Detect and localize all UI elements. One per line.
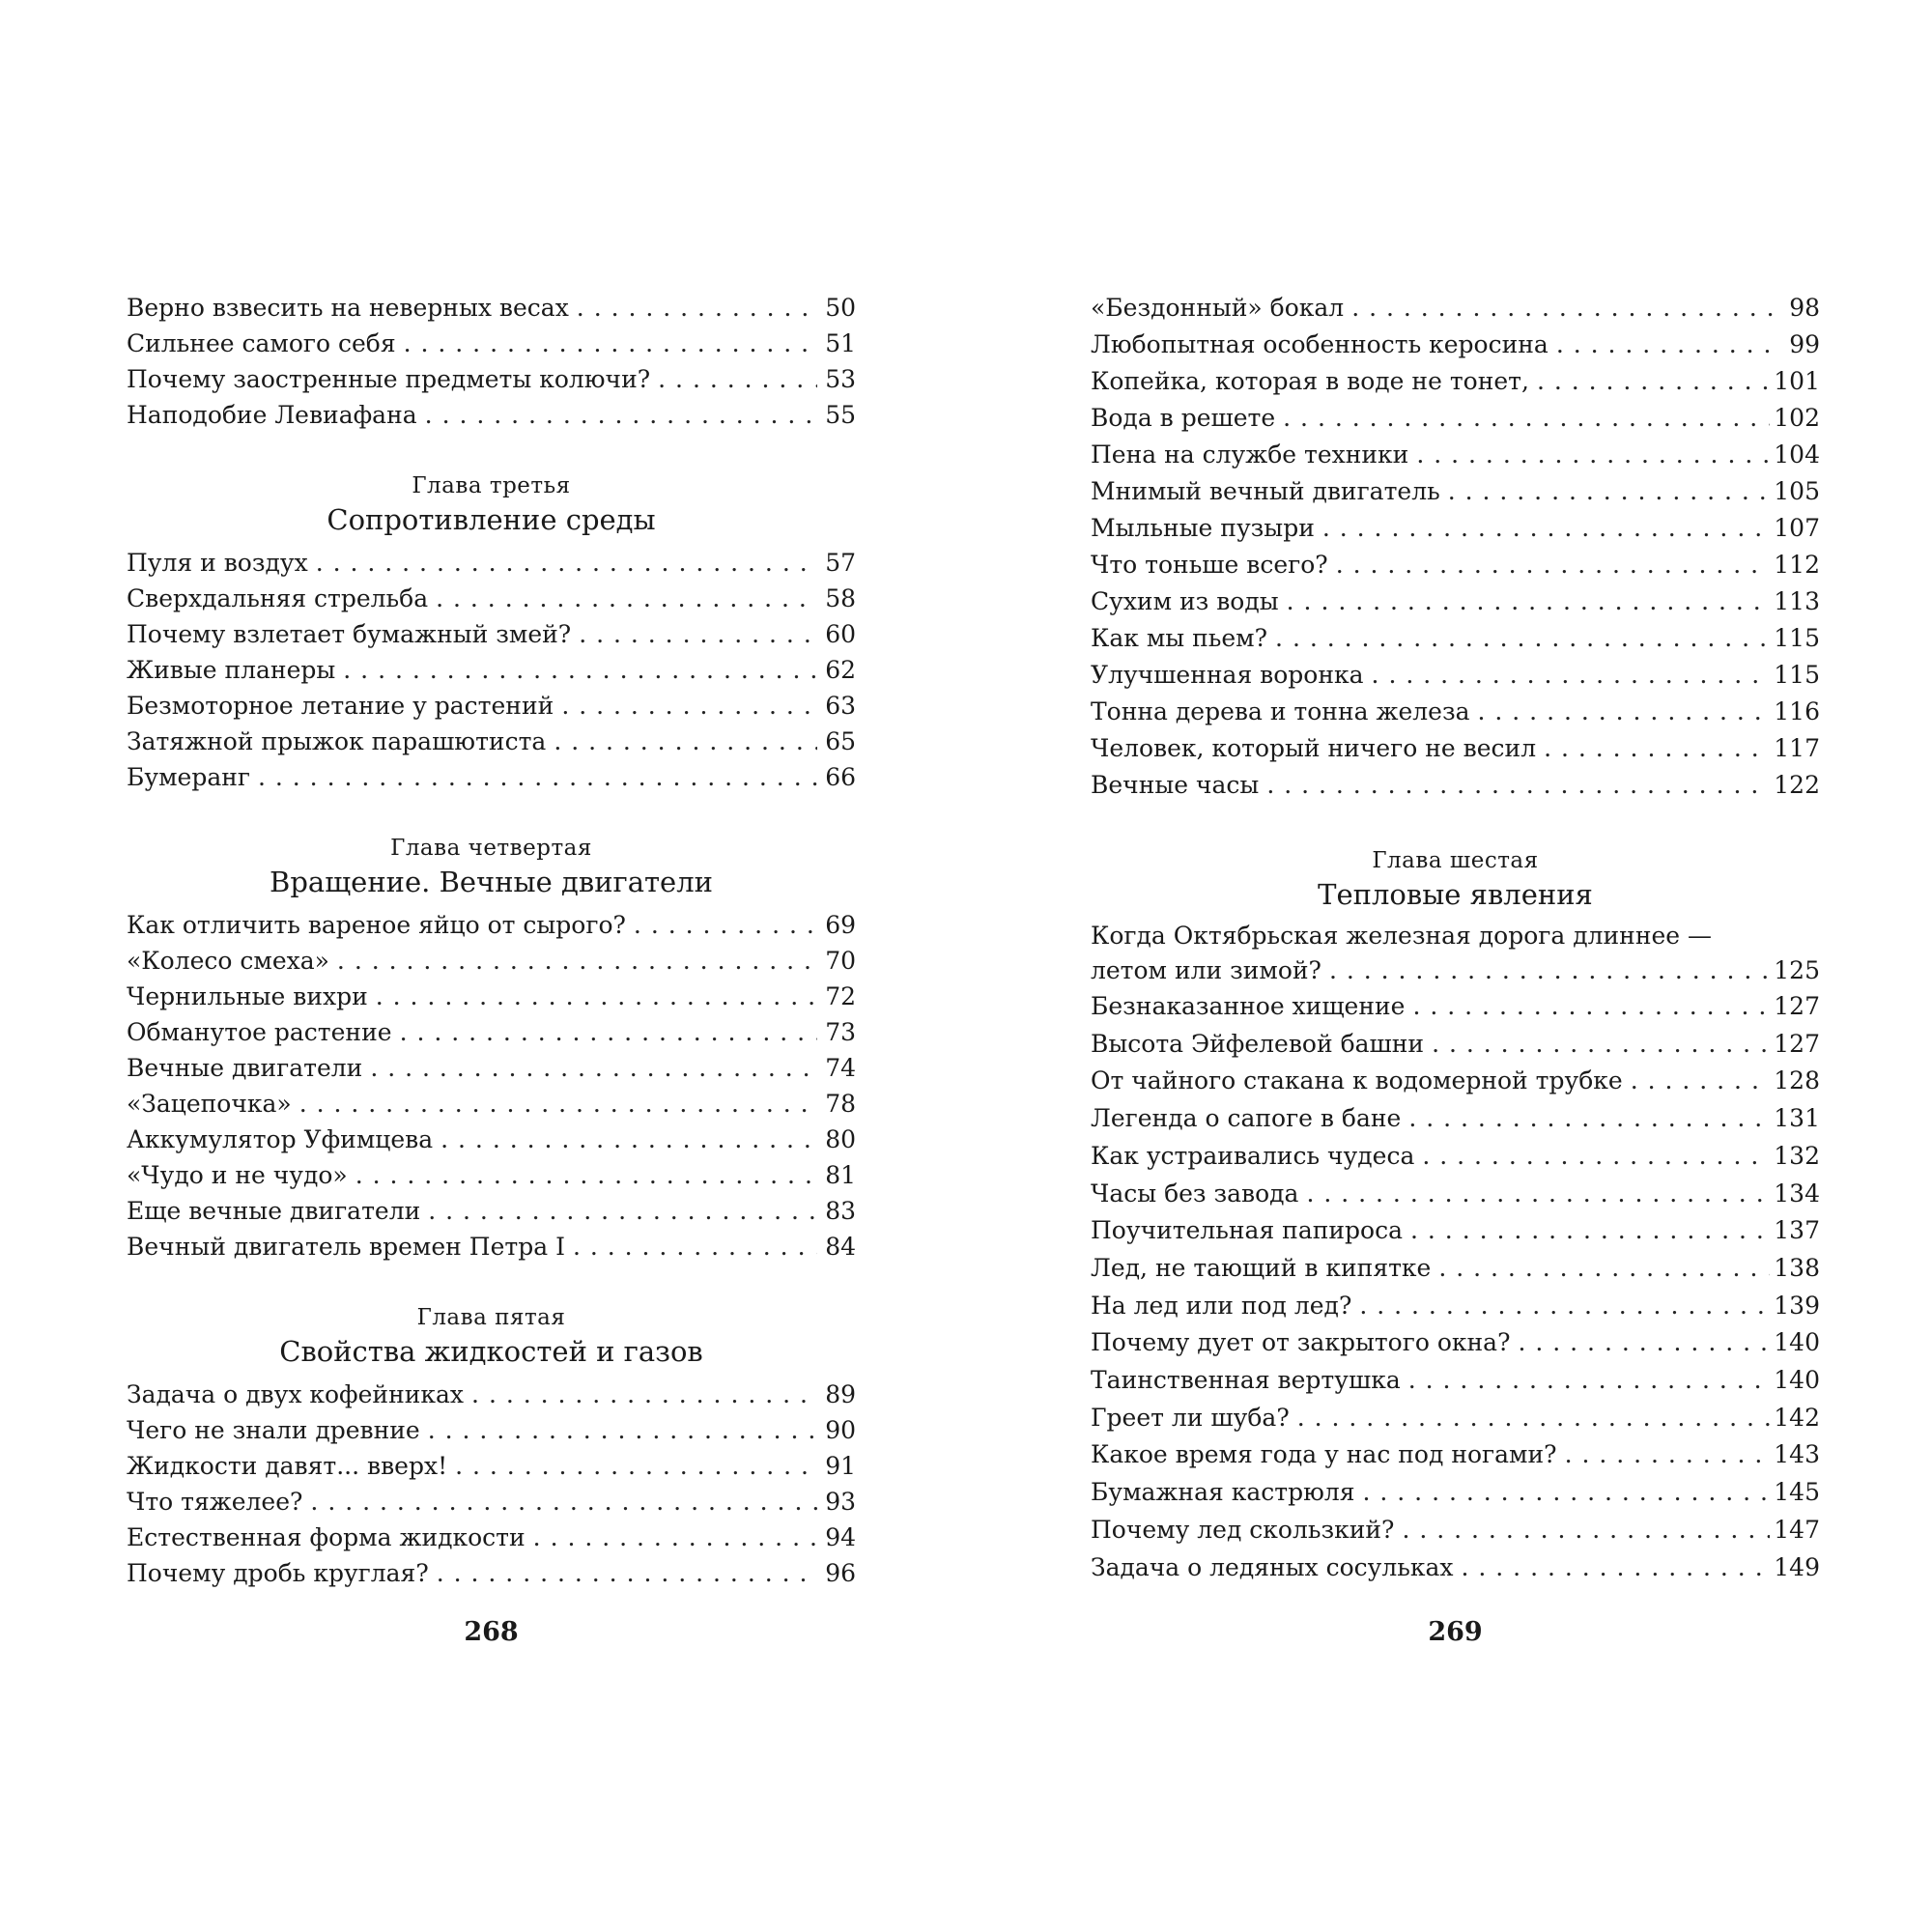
toc-entry[interactable] <box>1091 583 1820 620</box>
toc-entry-title: Вечный двигатель времен Петра I <box>127 1233 565 1261</box>
dot-leader <box>658 361 817 397</box>
toc-entry[interactable] <box>1091 1549 1820 1587</box>
toc-entry-page: 128 <box>1774 1066 1820 1095</box>
chapter-label: Глава третья <box>412 473 571 498</box>
toc-entry-page: 113 <box>1774 587 1820 615</box>
chapter-title: Сопротивление среды <box>327 503 656 536</box>
toc-entry-page: 73 <box>825 1018 856 1046</box>
toc-entry-title: Аккумулятор Уфимцева <box>127 1125 434 1153</box>
toc-entry-title: Безмоторное летание у растений <box>127 692 554 720</box>
toc-entry-page: 69 <box>825 911 856 939</box>
toc-entry[interactable] <box>127 290 856 326</box>
toc-entry-page: 101 <box>1774 367 1820 395</box>
dot-leader <box>1565 1436 1771 1474</box>
toc-entry-title-line1: Когда Октябрьская железная дорога длиннее — <box>1091 922 1713 950</box>
toc-entry-page: 105 <box>1774 477 1820 505</box>
toc-entry[interactable] <box>1091 1138 1820 1176</box>
toc-entry-page: 96 <box>825 1559 856 1587</box>
toc-entry-title: Почему взлетает бумажный змей? <box>127 620 572 648</box>
toc-entry-title: Часы без завода <box>1091 1179 1299 1208</box>
toc-entry[interactable] <box>1091 1063 1820 1100</box>
dot-leader <box>1275 620 1770 657</box>
toc-entry-page: 51 <box>825 329 856 357</box>
dot-leader <box>1631 1063 1771 1100</box>
toc-entry[interactable] <box>127 1086 856 1122</box>
dot-leader <box>455 1448 817 1484</box>
dot-leader <box>428 1193 817 1229</box>
toc-entry-title: «Зацепочка» <box>127 1090 292 1118</box>
dot-leader <box>437 1555 817 1591</box>
dot-leader <box>428 1412 817 1448</box>
dot-leader <box>1363 1474 1771 1512</box>
chapter-title: Вращение. Вечные двигатели <box>270 866 713 898</box>
toc-entry-title: Как устраивались чудеса <box>1091 1141 1415 1170</box>
toc-entry[interactable] <box>1091 1176 1820 1213</box>
toc-entry-page: 115 <box>1774 661 1820 689</box>
dot-leader <box>1438 1250 1770 1288</box>
toc-entry[interactable] <box>1091 1288 1820 1325</box>
toc-entry-page: 145 <box>1774 1478 1820 1507</box>
toc-entry-page: 53 <box>825 365 856 393</box>
toc-entry-page: 117 <box>1774 734 1820 762</box>
dot-leader <box>337 943 817 979</box>
toc-entry-title: Наподобие Левиафана <box>127 401 417 429</box>
toc-entry-page: 78 <box>825 1090 856 1118</box>
toc-entry[interactable] <box>1091 988 1820 1026</box>
chapter-heading-6 <box>1091 846 1820 914</box>
toc-entry-page: 81 <box>825 1161 856 1189</box>
toc-entry[interactable] <box>127 1377 856 1412</box>
dot-leader <box>579 616 817 652</box>
dot-leader <box>1518 1324 1770 1362</box>
toc-entry-title-line2: летом или зимой? <box>1091 956 1321 984</box>
dot-leader <box>440 1122 817 1157</box>
dot-leader <box>404 326 817 361</box>
toc-entry[interactable] <box>127 759 856 795</box>
toc-entry-title: Пуля и воздух <box>127 549 308 577</box>
toc-entry-title: Пена на службе техники <box>1091 440 1409 469</box>
toc-entry-title: Задача о ледяных сосульках <box>1091 1552 1454 1581</box>
toc-entry[interactable] <box>127 1520 856 1555</box>
toc-entry[interactable] <box>127 1412 856 1448</box>
toc-entry-title: Копейка, которая в воде не тонет, <box>1091 367 1529 395</box>
toc-entry[interactable] <box>1091 657 1820 694</box>
toc-entry-title: Чернильные вихри <box>127 982 368 1010</box>
toc-entry-title: Почему лед скользкий? <box>1091 1515 1395 1544</box>
chapter-title: Свойства жидкостей и газов <box>279 1335 703 1368</box>
toc-entry-title: Затяжной прыжок парашютиста <box>127 727 547 755</box>
toc-entry-title: Таинственная вертушка <box>1091 1366 1401 1395</box>
dot-leader <box>1410 1212 1770 1250</box>
toc-entry-page: 104 <box>1774 440 1820 469</box>
chapter-heading-3 <box>127 471 856 539</box>
chapter-title: Тепловые явления <box>1318 878 1593 911</box>
toc-entry[interactable] <box>1091 1362 1820 1400</box>
toc-entry-title: Почему заостренные предметы колючи? <box>127 365 651 393</box>
toc-entry-page: 142 <box>1774 1403 1820 1432</box>
page-number-left: 268 <box>464 1617 519 1647</box>
toc-entry[interactable] <box>127 1050 856 1086</box>
toc-entry-page: 127 <box>1774 1029 1820 1058</box>
toc-list-chapter-6 <box>1091 988 1820 1586</box>
toc-entry-page: 80 <box>825 1125 856 1153</box>
toc-entry-page: 89 <box>825 1380 856 1408</box>
toc-entry-title: Чего не знали древние <box>127 1416 420 1444</box>
toc-entry-page: 125 <box>1774 956 1820 984</box>
dot-leader <box>1462 1549 1771 1587</box>
toc-list-left-top <box>127 290 856 433</box>
dot-leader <box>1372 657 1771 694</box>
toc-entry[interactable] <box>127 1448 856 1484</box>
toc-entry[interactable] <box>127 1157 856 1193</box>
toc-entry[interactable] <box>1091 620 1820 657</box>
toc-entry[interactable] <box>127 616 856 652</box>
toc-entry[interactable] <box>1091 510 1820 547</box>
dot-leader <box>258 759 817 795</box>
page-number-right: 269 <box>1428 1617 1483 1647</box>
dot-leader <box>316 545 817 581</box>
toc-entry-title: Живые планеры <box>127 656 336 684</box>
dot-leader <box>471 1377 817 1412</box>
toc-entry-title: Вода в решете <box>1091 404 1276 432</box>
toc-entry-title: Мыльные пузыри <box>1091 514 1315 542</box>
toc-entry-title: Человек, который ничего не весил <box>1091 734 1537 762</box>
toc-entry[interactable] <box>1091 1026 1820 1064</box>
toc-entry[interactable] <box>127 1229 856 1264</box>
toc-entry[interactable] <box>1091 327 1820 363</box>
dot-leader <box>1432 1026 1770 1064</box>
toc-entry-title: Как мы пьем? <box>1091 624 1268 652</box>
dot-leader <box>1359 1288 1770 1325</box>
toc-entry-title: Поучительная папироса <box>1091 1216 1404 1245</box>
toc-entry-page: 74 <box>825 1054 856 1082</box>
toc-entry[interactable] <box>127 724 856 759</box>
toc-entry-title: На лед или под лед? <box>1091 1291 1352 1320</box>
dot-leader <box>299 1086 817 1122</box>
toc-entry-page: 83 <box>825 1197 856 1225</box>
toc-entry-title: Тонна дерева и тонна железа <box>1091 697 1470 725</box>
toc-entry-page: 94 <box>825 1523 856 1551</box>
toc-entry-title: Легенда о сапоге в бане <box>1091 1104 1402 1133</box>
toc-entry-page: 127 <box>1774 992 1820 1020</box>
toc-entry[interactable] <box>1091 1436 1820 1474</box>
toc-entry-title: Почему дробь круглая? <box>127 1559 429 1587</box>
toc-entry-title: От чайного стакана к водомерной трубке <box>1091 1066 1623 1095</box>
chapter-label: Глава шестая <box>1372 848 1539 873</box>
toc-entry-page: 112 <box>1774 551 1820 579</box>
toc-entry-title: «Колесо смеха» <box>127 947 329 975</box>
toc-entry-page: 143 <box>1774 1440 1820 1469</box>
toc-entry[interactable] <box>127 1555 856 1591</box>
toc-entry-page: 57 <box>825 549 856 577</box>
toc-entry[interactable] <box>127 979 856 1014</box>
toc-entry[interactable] <box>127 688 856 724</box>
toc-entry[interactable] <box>1091 1400 1820 1437</box>
toc-entry-page: 147 <box>1774 1515 1820 1544</box>
toc-entry-title: Почему дует от закрытого окна? <box>1091 1328 1511 1357</box>
toc-entry[interactable] <box>1091 363 1820 400</box>
dot-leader <box>355 1157 817 1193</box>
toc-entry-page: 50 <box>825 294 856 322</box>
dot-leader <box>634 907 817 943</box>
dot-leader <box>1556 327 1781 363</box>
toc-entry-page: 131 <box>1774 1104 1820 1133</box>
toc-entry[interactable] <box>1091 1212 1820 1250</box>
toc-entry-page: 55 <box>825 401 856 429</box>
toc-entry-page: 140 <box>1774 1366 1820 1395</box>
toc-entry-page: 149 <box>1774 1552 1820 1581</box>
toc-entry-page: 65 <box>825 727 856 755</box>
right-page <box>1091 290 1820 1586</box>
toc-entry-page: 72 <box>825 982 856 1010</box>
toc-entry[interactable] <box>127 943 856 979</box>
toc-entry-line2 <box>1091 952 1820 988</box>
dot-leader <box>1287 583 1771 620</box>
toc-entry-page: 138 <box>1774 1253 1820 1282</box>
toc-list-chapter-3 <box>127 545 856 795</box>
toc-entry[interactable] <box>127 397 856 433</box>
toc-entry[interactable] <box>1091 1250 1820 1288</box>
toc-entry[interactable] <box>127 545 856 581</box>
dot-leader <box>1283 400 1770 437</box>
toc-entry-page: 139 <box>1774 1291 1820 1320</box>
dot-leader <box>1478 694 1771 730</box>
toc-entry-title: Что тоньше всего? <box>1091 551 1328 579</box>
toc-entry[interactable] <box>1091 694 1820 730</box>
toc-entry[interactable] <box>1091 1512 1820 1549</box>
toc-entry-page: 102 <box>1774 404 1820 432</box>
dot-leader <box>400 1014 817 1050</box>
dot-leader <box>1402 1512 1770 1549</box>
dot-leader <box>554 724 817 759</box>
toc-entry-title: Какое время года у нас под ногами? <box>1091 1440 1557 1469</box>
toc-entry-title: Задача о двух кофейниках <box>127 1380 465 1408</box>
dot-leader <box>1266 767 1770 804</box>
dot-leader <box>425 397 817 433</box>
toc-entry[interactable] <box>1091 290 1820 327</box>
toc-entry[interactable] <box>127 361 856 397</box>
chapter-label: Глава четвертая <box>390 836 592 861</box>
toc-list-right-top <box>1091 290 1820 804</box>
toc-entry[interactable] <box>127 1122 856 1157</box>
toc-entry-page: 107 <box>1774 514 1820 542</box>
toc-entry[interactable] <box>127 907 856 943</box>
toc-entry-page: 122 <box>1774 771 1820 799</box>
toc-list-chapter-4 <box>127 907 856 1264</box>
dot-leader <box>370 1050 817 1086</box>
toc-entry-page: 58 <box>825 584 856 612</box>
toc-entry-page: 90 <box>825 1416 856 1444</box>
dot-leader <box>436 581 817 616</box>
dot-leader <box>1336 547 1771 583</box>
toc-entry-title: «Чудо и не чудо» <box>127 1161 348 1189</box>
chapter-heading-5 <box>127 1303 856 1371</box>
dot-leader <box>1448 473 1771 510</box>
toc-entry-title: Бумажная кастрюля <box>1091 1478 1355 1507</box>
toc-entry[interactable] <box>127 1484 856 1520</box>
toc-entry-title: Вечные часы <box>1091 771 1260 799</box>
toc-entry[interactable] <box>1091 1100 1820 1138</box>
chapter-label: Глава пятая <box>416 1305 566 1330</box>
toc-entry-title: Верно взвесить на неверных весах <box>127 294 569 322</box>
toc-entry[interactable] <box>127 1193 856 1229</box>
toc-entry[interactable] <box>1091 437 1820 473</box>
toc-entry-title: Как отличить вареное яйцо от сырого? <box>127 911 626 939</box>
dot-leader <box>1322 510 1770 547</box>
dot-leader <box>1329 952 1770 988</box>
toc-entry[interactable] <box>1091 547 1820 583</box>
toc-entry-page: 116 <box>1774 697 1820 725</box>
toc-entry[interactable] <box>1091 400 1820 437</box>
toc-entry[interactable] <box>1091 1324 1820 1362</box>
dot-leader <box>1544 730 1770 767</box>
toc-entry-multiline[interactable] <box>1091 920 1820 988</box>
toc-entry-title: Естественная форма жидкости <box>127 1523 526 1551</box>
dot-leader <box>1408 1100 1770 1138</box>
toc-entry-title: Еще вечные двигатели <box>127 1197 421 1225</box>
toc-entry-title: «Бездонный» бокал <box>1091 294 1345 322</box>
dot-leader <box>1306 1176 1770 1213</box>
toc-entry-page: 63 <box>825 692 856 720</box>
toc-entry-title: Вечные двигатели <box>127 1054 363 1082</box>
toc-entry[interactable] <box>127 326 856 361</box>
dot-leader <box>343 652 817 688</box>
toc-entry-title: Лед, не тающий в кипятке <box>1091 1253 1432 1282</box>
toc-entry[interactable] <box>127 652 856 688</box>
toc-entry-page: 66 <box>825 763 856 791</box>
toc-entry-title: Сверхдальняя стрельба <box>127 584 429 612</box>
dot-leader <box>1297 1400 1771 1437</box>
toc-entry-page: 132 <box>1774 1141 1820 1170</box>
toc-entry-title: Обманутое растение <box>127 1018 392 1046</box>
toc-entry-page: 62 <box>825 656 856 684</box>
toc-entry-title: Бумеранг <box>127 763 250 791</box>
toc-entry[interactable] <box>127 581 856 616</box>
toc-entry-page: 93 <box>825 1488 856 1516</box>
toc-entry-title: Жидкости давят... вверх! <box>127 1452 448 1480</box>
dot-leader <box>1422 1138 1770 1176</box>
dot-leader <box>577 290 817 326</box>
toc-entry-page: 134 <box>1774 1179 1820 1208</box>
toc-entry-page: 70 <box>825 947 856 975</box>
toc-entry-page: 91 <box>825 1452 856 1480</box>
dot-leader <box>1408 1362 1771 1400</box>
toc-entry-page: 84 <box>825 1233 856 1261</box>
toc-entry-title: Улучшенная воронка <box>1091 661 1364 689</box>
dot-leader <box>561 688 817 724</box>
toc-entry-page: 115 <box>1774 624 1820 652</box>
toc-entry-page: 60 <box>825 620 856 648</box>
chapter-heading-4 <box>127 834 856 901</box>
toc-entry[interactable] <box>127 1014 856 1050</box>
dot-leader <box>1537 363 1770 400</box>
toc-entry-title: Любопытная особенность керосина <box>1091 330 1548 358</box>
dot-leader <box>376 979 817 1014</box>
toc-entry-title: Мнимый вечный двигатель <box>1091 477 1440 505</box>
dot-leader <box>1351 290 1781 327</box>
toc-entry-title: Безнаказанное хищение <box>1091 992 1406 1020</box>
toc-entry-title: Сильнее самого себя <box>127 329 396 357</box>
toc-entry[interactable] <box>1091 473 1820 510</box>
left-page <box>127 290 856 1591</box>
dot-leader <box>310 1484 817 1520</box>
toc-entry[interactable] <box>1091 767 1820 804</box>
toc-list-chapter-5 <box>127 1377 856 1591</box>
toc-entry-page: 137 <box>1774 1216 1820 1245</box>
dot-leader <box>1416 437 1770 473</box>
dot-leader <box>1412 988 1770 1026</box>
toc-entry-title: Сухим из воды <box>1091 587 1279 615</box>
toc-entry-page: 99 <box>1789 330 1820 358</box>
toc-entry-title: Греет ли шуба? <box>1091 1403 1290 1432</box>
dot-leader <box>573 1229 817 1264</box>
toc-entry[interactable] <box>1091 1474 1820 1512</box>
toc-entry[interactable] <box>1091 730 1820 767</box>
toc-entry-page: 98 <box>1789 294 1820 322</box>
toc-entry-title: Высота Эйфелевой башни <box>1091 1029 1425 1058</box>
dot-leader <box>533 1520 817 1555</box>
toc-entry-page: 140 <box>1774 1328 1820 1357</box>
toc-entry-title: Что тяжелее? <box>127 1488 303 1516</box>
